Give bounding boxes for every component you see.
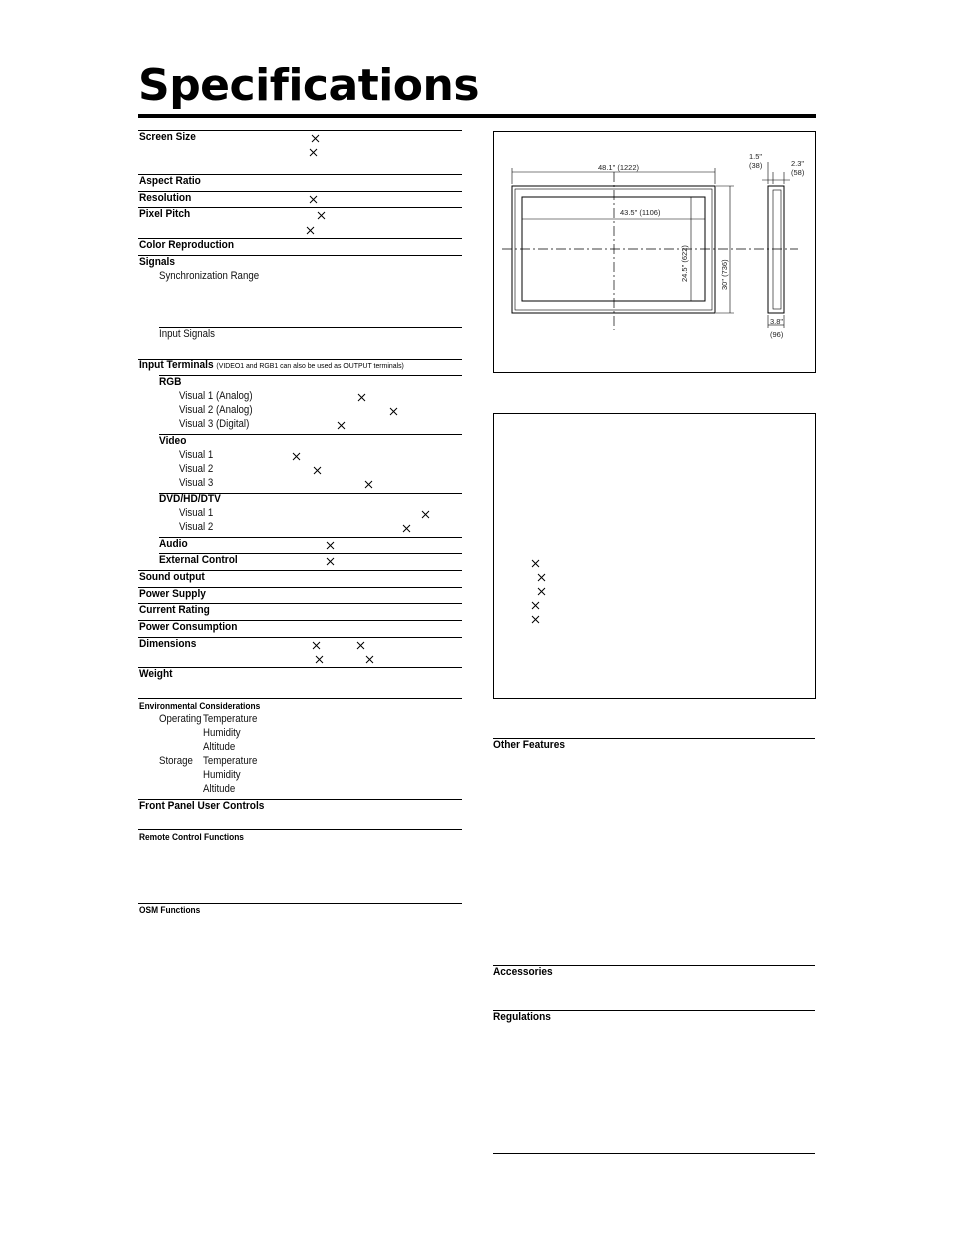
times-icon bbox=[389, 407, 398, 416]
rgb-visual-3: Visual 3 (Digital) bbox=[179, 418, 250, 430]
accessories-label: Accessories bbox=[493, 966, 553, 978]
times-icon bbox=[312, 641, 321, 650]
times-icon bbox=[309, 148, 318, 157]
times-icon bbox=[537, 587, 546, 596]
times-icon bbox=[326, 541, 335, 550]
power-supply-label: Power Supply bbox=[139, 588, 206, 600]
color-reproduction-label: Color Reproduction bbox=[139, 239, 235, 251]
side-bottom-mm-label: (96) bbox=[770, 330, 784, 339]
external-control-label: External Control bbox=[159, 554, 238, 566]
operating-label: Operating bbox=[159, 713, 202, 725]
video-visual-2: Visual 2 bbox=[179, 463, 214, 475]
osm-functions-label: OSM Functions bbox=[139, 905, 201, 916]
storage-altitude-label: Altitude bbox=[203, 783, 236, 795]
current-rating-label: Current Rating bbox=[139, 604, 210, 616]
operating-temperature-label: Temperature bbox=[203, 713, 258, 725]
times-icon bbox=[309, 195, 318, 204]
audio-label: Audio bbox=[159, 538, 188, 550]
times-icon bbox=[357, 393, 366, 402]
outer-height-label: 30" (736) bbox=[720, 259, 729, 290]
times-icon bbox=[356, 641, 365, 650]
storage-humidity-label: Humidity bbox=[203, 769, 241, 781]
dvd-visual-1: Visual 1 bbox=[179, 507, 214, 519]
front-panel-label: Front Panel User Controls bbox=[139, 800, 265, 812]
divider bbox=[159, 375, 462, 376]
times-icon bbox=[365, 655, 374, 664]
divider bbox=[159, 434, 462, 435]
dvd-hd-dtv-label: DVD/HD/DTV bbox=[159, 493, 221, 505]
times-icon bbox=[364, 480, 373, 489]
side-top-b-mm-label: (58) bbox=[791, 168, 805, 177]
side-top-a-mm-label: (38) bbox=[749, 161, 763, 170]
remote-control-label: Remote Control Functions bbox=[139, 832, 244, 843]
other-features-label: Other Features bbox=[493, 739, 565, 751]
times-icon bbox=[531, 559, 540, 568]
synchronization-range-label: Synchronization Range bbox=[159, 270, 260, 282]
storage-temperature-label: Temperature bbox=[203, 755, 258, 767]
divider bbox=[138, 255, 462, 256]
times-icon bbox=[326, 557, 335, 566]
rgb-label: RGB bbox=[159, 376, 182, 388]
input-terminals-note: (VIDEO1 and RGB1 can also be used as OUTPUT terminals) bbox=[216, 361, 404, 370]
times-icon bbox=[402, 524, 411, 533]
divider bbox=[493, 1153, 815, 1154]
operating-altitude-label: Altitude bbox=[203, 741, 236, 753]
divider bbox=[138, 698, 462, 699]
sound-output-label: Sound output bbox=[139, 571, 205, 583]
times-icon bbox=[537, 573, 546, 582]
times-icon bbox=[421, 510, 430, 519]
times-icon bbox=[292, 452, 301, 461]
dimensions-diagram bbox=[493, 131, 816, 373]
screen-size-label: Screen Size bbox=[139, 131, 196, 143]
times-icon bbox=[306, 226, 315, 235]
screen-width-label: 43.5" (1106) bbox=[620, 208, 661, 217]
times-icon bbox=[531, 601, 540, 610]
times-icon bbox=[531, 615, 540, 624]
times-icon bbox=[311, 134, 320, 143]
divider bbox=[138, 829, 462, 830]
storage-label: Storage bbox=[159, 755, 193, 767]
rgb-visual-1: Visual 1 (Analog) bbox=[179, 390, 253, 402]
side-top-a-label: 1.5" bbox=[749, 152, 763, 161]
title-rule bbox=[138, 114, 816, 118]
times-icon bbox=[337, 421, 346, 430]
video-visual-3: Visual 3 bbox=[179, 477, 214, 489]
pixel-pitch-label: Pixel Pitch bbox=[139, 208, 191, 220]
environmental-label: Environmental Considerations bbox=[139, 701, 261, 712]
video-label: Video bbox=[159, 435, 187, 447]
input-signals-label: Input Signals bbox=[159, 328, 215, 340]
aspect-ratio-label: Aspect Ratio bbox=[139, 175, 201, 187]
operating-humidity-label: Humidity bbox=[203, 727, 241, 739]
screen-height-label: 24.5" (622) bbox=[680, 245, 689, 282]
divider bbox=[138, 667, 462, 668]
resolution-label: Resolution bbox=[139, 192, 192, 204]
input-terminals-label: Input Terminals (VIDEO1 and RGB1 can also be used as OUTPUT terminals) bbox=[139, 359, 404, 371]
diagram-drawing bbox=[494, 132, 815, 372]
page-title: Specifications bbox=[138, 60, 480, 111]
power-consumption-label: Power Consumption bbox=[139, 621, 238, 633]
outer-width-label: 48.1" (1222) bbox=[598, 163, 640, 172]
times-icon bbox=[313, 466, 322, 475]
times-icon bbox=[317, 211, 326, 220]
regulations-label: Regulations bbox=[493, 1011, 551, 1023]
video-visual-1: Visual 1 bbox=[179, 449, 214, 461]
dvd-visual-2: Visual 2 bbox=[179, 521, 214, 533]
signals-label: Signals bbox=[139, 256, 175, 268]
divider bbox=[159, 537, 462, 538]
side-bottom-label: 3.8" bbox=[770, 317, 784, 326]
side-top-b-label: 2.3" bbox=[791, 159, 805, 168]
weight-label: Weight bbox=[139, 668, 173, 680]
rgb-visual-2: Visual 2 (Analog) bbox=[179, 404, 253, 416]
signal-table-box bbox=[493, 413, 816, 699]
times-icon bbox=[315, 655, 324, 664]
dimensions-label: Dimensions bbox=[139, 638, 197, 650]
